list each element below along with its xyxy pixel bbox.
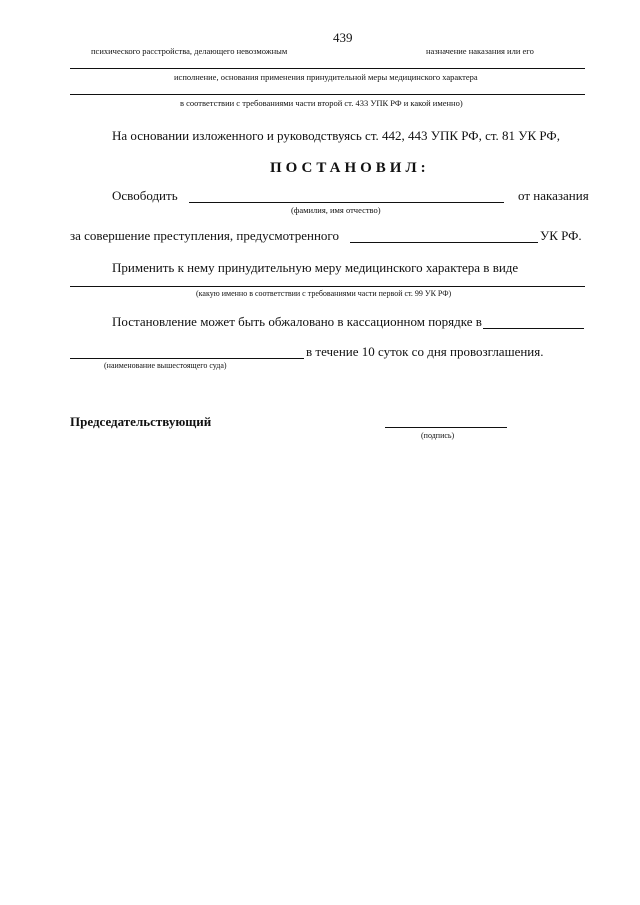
measure-caption: (какую именно в соответствии с требованиями части первой ст. 99 УК РФ) <box>196 289 452 298</box>
measure-text: Применить к нему принудительную меру медицинского характера в виде <box>112 260 519 275</box>
header-rule-1 <box>70 68 585 69</box>
crime-prefix: за совершение преступления, предусмотренного <box>70 228 339 243</box>
appeal-caption: (наименование вышестоящего суда) <box>104 361 227 370</box>
signature-blank[interactable] <box>385 427 507 428</box>
crime-article-blank[interactable] <box>350 242 538 243</box>
appeal-text: Постановление может быть обжаловано в кассационном порядке в <box>112 314 482 329</box>
appeal-court-blank[interactable] <box>483 328 584 329</box>
release-prefix: Освободить <box>112 188 178 203</box>
appeal-deadline: в течение 10 суток со дня провозглашения. <box>306 344 544 359</box>
page-number: 439 <box>333 30 353 45</box>
signature-caption: (подпись) <box>421 431 455 440</box>
crime-suffix: УК РФ. <box>540 228 582 243</box>
release-suffix: от наказания <box>518 188 589 203</box>
presiding-label: Председательствующий <box>70 414 212 429</box>
header-line2: исполнение, основания применения принудительной меры медицинского характера <box>174 72 478 82</box>
header-line1-right: назначение наказания или его <box>426 46 534 56</box>
release-name-blank[interactable] <box>189 202 504 203</box>
appeal-court-name-blank[interactable] <box>70 358 304 359</box>
document-heading: ПОСТАНОВИЛ: <box>270 160 430 176</box>
header-line1-left: психического расстройства, делающего невозможным <box>91 46 288 56</box>
header-rule-2 <box>70 94 585 95</box>
release-caption: (фамилия, имя отчество) <box>291 205 381 215</box>
measure-blank[interactable] <box>70 286 585 287</box>
header-line3: в соответствии с требованиями части второй ст. 433 УПК РФ и какой именно) <box>180 98 463 108</box>
basis-text: На основании изложенного и руководствуясь ст. 442, 443 УПК РФ, ст. 81 УК РФ, <box>112 128 560 143</box>
